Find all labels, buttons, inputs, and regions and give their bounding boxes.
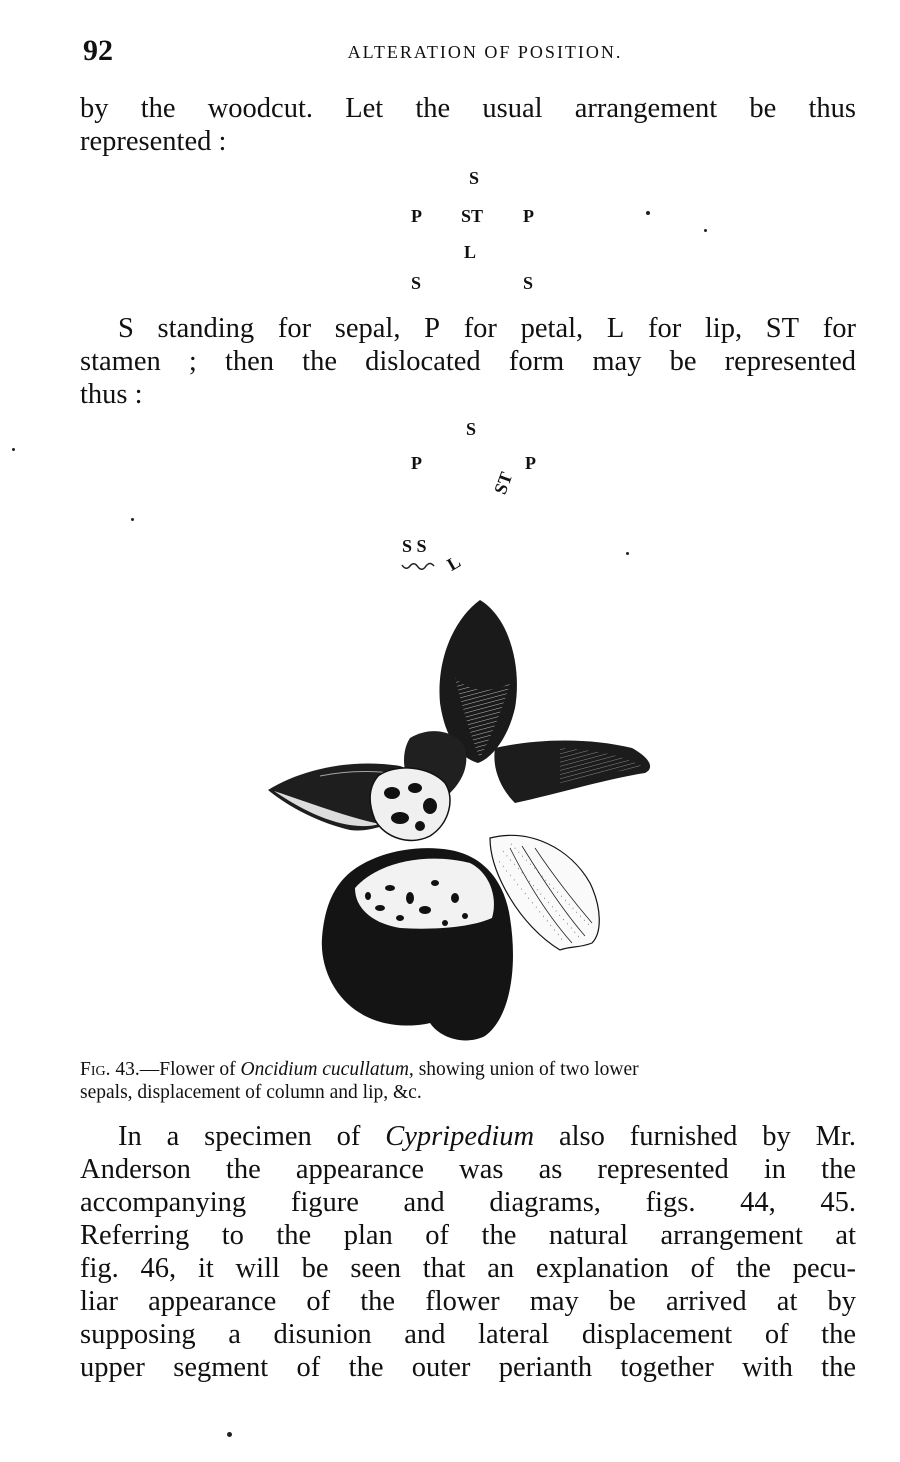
text-span: for petal, — [440, 313, 607, 344]
diagram-lip: L — [464, 242, 477, 262]
text-line: liar appearance of the flower may be arrived at by — [80, 1286, 856, 1317]
text-line: thus : — [80, 379, 143, 410]
callus — [370, 768, 450, 840]
print-speck — [12, 448, 15, 451]
caption-line — [80, 1058, 856, 1081]
brace-mark — [400, 561, 436, 573]
diagram2-united-sepals: S S — [402, 536, 427, 556]
diagram-sepal-bottom-right: S — [523, 273, 534, 293]
page-number: 92 — [83, 34, 113, 67]
text-line: stamen ; then the dislocated form may be represented — [80, 346, 856, 377]
text-line — [80, 312, 856, 345]
diagram2-sepal-top: S — [466, 419, 477, 439]
diagram2-petal-left: P — [411, 453, 422, 473]
text-span: for lip, — [624, 313, 766, 344]
text-line: upper segment of the outer perianth together with the — [80, 1352, 856, 1383]
abbr-lip: L — [606, 313, 625, 344]
paragraph-2 — [80, 312, 856, 411]
abbr-sepal: S — [118, 313, 134, 344]
text-line: fig. 46, it will be seen that an explanation of the pecu- — [80, 1253, 856, 1284]
diagram-petal-right: P — [523, 206, 534, 226]
genus-name: Cypripedium — [385, 1121, 535, 1152]
text-span: also furnished by Mr. — [534, 1121, 856, 1152]
diagram2-lip-rotated: L — [443, 551, 464, 575]
caption-line: sepals, displacement of column and lip, &c. — [80, 1082, 422, 1103]
diagram-sepal-top: S — [469, 168, 480, 188]
orchid-flower-illustration — [260, 598, 680, 1048]
print-speck — [646, 211, 650, 215]
print-speck — [626, 552, 629, 555]
paragraph-3 — [80, 1120, 856, 1384]
figure-label: Fig. 43. — [80, 1059, 140, 1080]
running-title: ALTERATION OF POSITION. — [347, 42, 623, 62]
text-span: for — [799, 313, 856, 344]
text-span: In a specimen of — [118, 1121, 386, 1152]
text-span: standing for sepal, — [133, 313, 425, 344]
figure-caption — [80, 1058, 856, 1104]
print-speck — [704, 229, 707, 232]
text-span: —Flower of — [139, 1059, 241, 1080]
text-line: represented : — [80, 126, 227, 157]
abbr-stamen: ST — [765, 313, 800, 344]
text-line — [80, 1120, 856, 1153]
text-line: Referring to the plan of the natural arrangement at — [80, 1220, 856, 1251]
text-line: by the woodcut. Let the usual arrangement be thus — [80, 93, 856, 124]
print-speck — [131, 518, 134, 521]
diagram-sepal-bottom-left: S — [411, 273, 422, 293]
text-line: supposing a disunion and lateral displacement of the — [80, 1319, 856, 1350]
species-name: Oncidium cucullatum, — [240, 1059, 414, 1080]
text-span: showing union of two lower — [413, 1059, 639, 1080]
print-speck — [227, 1432, 232, 1437]
diagram2-petal-right: P — [525, 453, 536, 473]
diagram2-stamen-rotated: ST — [490, 469, 517, 497]
diagram-petal-left: P — [411, 206, 422, 226]
diagram-stamen: ST — [461, 206, 484, 226]
abbr-petal: P — [424, 313, 440, 344]
text-line: accompanying figure and diagrams, figs. 44, 45. — [80, 1187, 856, 1218]
text-line: Anderson the appearance was as represented in the — [80, 1154, 856, 1185]
paragraph-1 — [80, 92, 856, 158]
